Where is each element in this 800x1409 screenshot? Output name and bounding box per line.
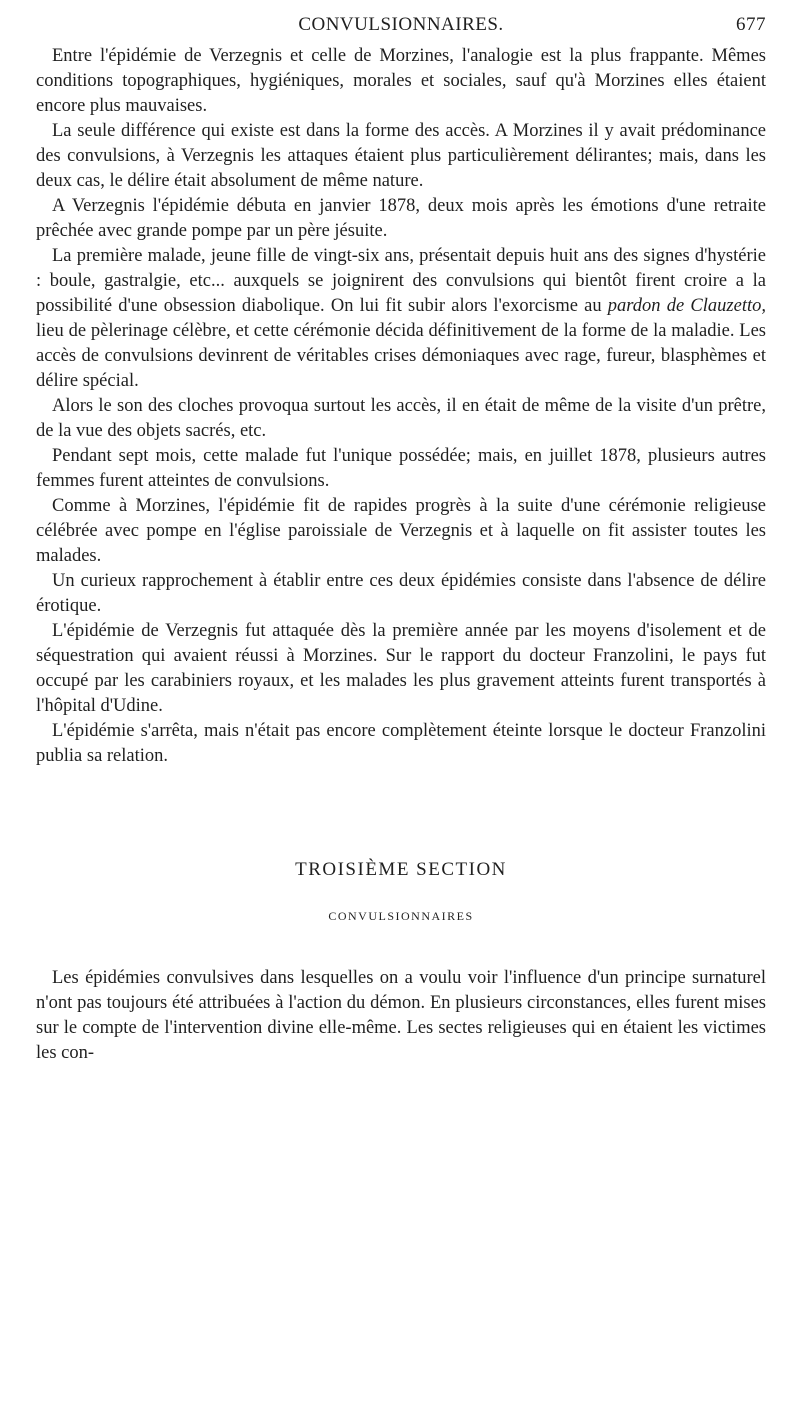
running-header xyxy=(36,14,766,44)
section-paragraph: Les épidémies convulsives dans lesquelles on a voulu voir l'influence d'un principe surnaturel n'ont pas toujours été attribuées à l'action du démon. En plusieurs circonstances, elles furent mises sur le compte de l'intervention divine elle-même. Les sectes religieuses qui en étaient les victimes les con- xyxy=(36,968,766,1063)
paragraph-5: Alors le son des cloches provoqua surtout les accès, il en était de même de la visite d'un prêtre, de la vue des objets sacrés, etc. xyxy=(36,396,766,441)
paragraph-8: Un curieux rapprochement à établir entre ces deux épidémies consiste dans l'absence de délire érotique. xyxy=(36,571,766,616)
paragraph-4-text-before: La première malade, jeune fille de vingt-six ans, présentait depuis huit ans des signes d'hystérie : boule, gastralgie, etc... auxquels se joignirent des convulsions qui bientôt firent croire a la possibilité d'une obsession diabolique. On lui fit subir alors l'exorcisme au xyxy=(36,246,766,316)
pilgrimage-name: pardon de Clauzetto, xyxy=(607,296,766,316)
paragraph-6: Pendant sept mois, cette malade fut l'unique possédée; mais, en juillet 1878, plusieurs autres femmes furent atteintes de convulsions. xyxy=(36,446,766,491)
section-body xyxy=(36,966,766,1066)
paragraph-7: Comme à Morzines, l'épidémie fit de rapides progrès à la suite d'une cérémonie religieuse célébrée avec pompe en l'église paroissiale de Verzegnis et à laquelle on fit assister toutes les malades. xyxy=(36,496,766,566)
paragraph-1: Entre l'épidémie de Verzegnis et celle de Morzines, l'analogie est la plus frappante. Mêmes conditions topographiques, hygiéniques, morales et sociales, sauf qu'à Morzines elles étaient encore plus mauvaises. xyxy=(36,46,766,116)
paragraph-9: L'épidémie de Verzegnis fut attaquée dès la première année par les moyens d'isolement et de séquestration qui avaient réussi à Morzines. Sur le rapport du docteur Franzolini, le pays fut occupé par les carabiniers royaux, et les malades les plus gravement atteints furent transportés à l'hôpital d'Udine. xyxy=(36,621,766,716)
running-title: CONVULSIONNAIRES. xyxy=(298,14,504,35)
paragraph-4-text-after: lieu de pèlerinage célèbre, et cette cérémonie décida définitivement de la forme de la maladie. Les accès de convulsions devinrent de véritables crises démoniaques avec rage, fureur, blasphèmes et délire spécial. xyxy=(36,321,766,391)
book-page xyxy=(36,14,766,1066)
body-text xyxy=(36,44,766,769)
paragraph-2: La seule différence qui existe est dans la forme des accès. A Morzines il y avait prédominance des convulsions, à Verzegnis les attaques étaient plus particulièrement délirantes; mais, dans les deux cas, le délire était absolument de même nature. xyxy=(36,121,766,191)
paragraph-10: L'épidémie s'arrêta, mais n'était pas encore complètement éteinte lorsque le docteur Franzolini publia sa relation. xyxy=(36,721,766,766)
paragraph-3: A Verzegnis l'épidémie débuta en janvier 1878, deux mois après les émotions d'une retraite prêchée avec grande pompe par un père jésuite. xyxy=(36,196,766,241)
section-heading: TROISIÈME SECTION xyxy=(295,859,507,880)
section-subheading: CONVULSIONNAIRES xyxy=(328,909,474,923)
paragraph-4 xyxy=(36,244,766,394)
page-number: 677 xyxy=(736,14,766,35)
